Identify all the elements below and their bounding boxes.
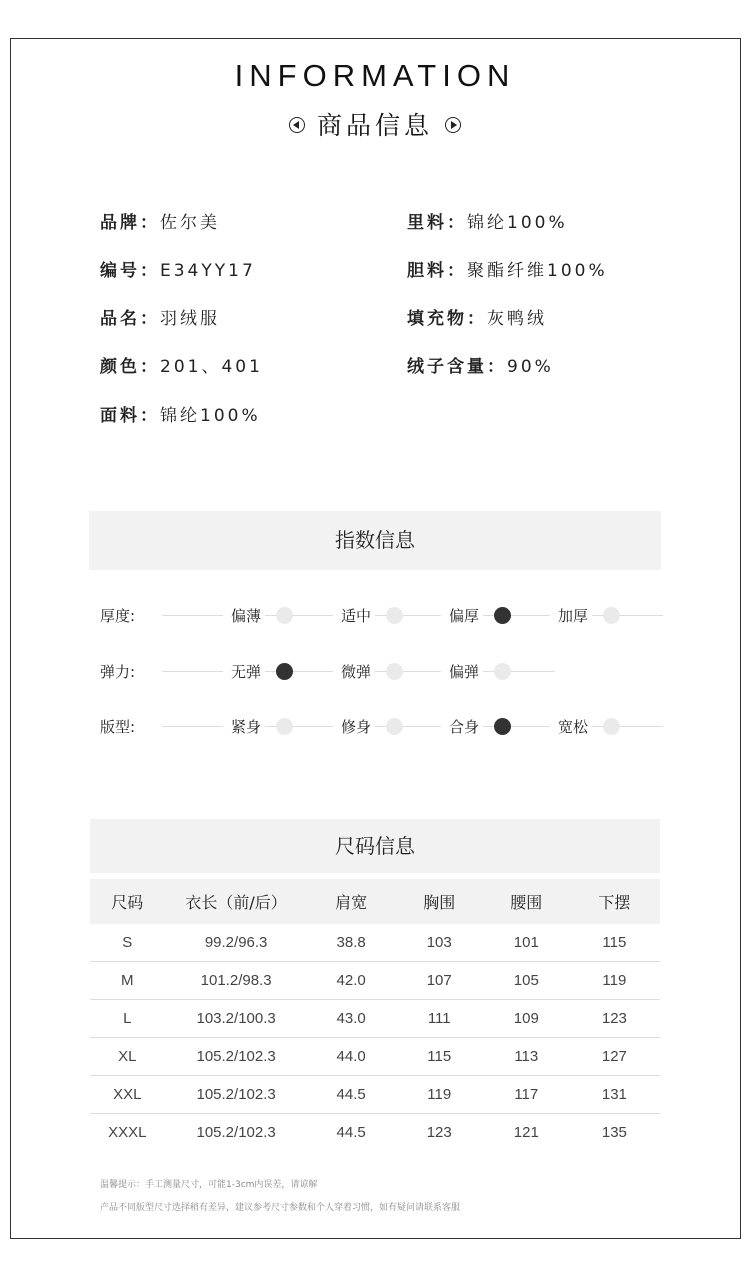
unselected-dot-icon [386,663,403,680]
attribute-name [100,304,220,329]
index-option-label: 宽松 [558,718,589,736]
attribute-brand [100,208,220,233]
table-cell: 105 [484,962,569,1000]
attribute-value: 90% [507,357,554,377]
unselected-dot-icon [386,607,403,624]
attribute-value: 锦纶100% [467,213,568,233]
selected-dot-icon [494,718,511,735]
table-cell: 43.0 [308,1000,395,1038]
table-row [90,1076,660,1114]
attribute-value: 锦纶100% [160,406,261,426]
table-cell: 111 [395,1000,484,1038]
note-fit: 产品不同版型尺寸选择稍有差异，建议参考尺寸参数和个人穿着习惯，如有疑问请联系客服 [100,1203,461,1213]
index-option-label: 修身 [341,718,372,736]
attribute-label: 颜色： [100,357,160,377]
size-table-header-row [90,879,660,924]
table-cell: 101 [484,924,569,962]
table-row [90,1038,660,1076]
attribute-value: 佐尔美 [160,213,220,233]
attribute-label: 品名： [100,309,160,329]
table-cell: XXL [90,1076,165,1114]
unselected-dot-icon [276,607,293,624]
table-cell: 44.5 [308,1076,395,1114]
column-header: 肩宽 [308,879,395,924]
attribute-lining [407,208,568,233]
index-option-label: 偏弹 [449,663,480,681]
chevron-left-icon [289,117,305,133]
size-section-header [90,819,660,873]
table-cell: 131 [569,1076,660,1114]
table-cell: 117 [484,1076,569,1114]
column-header: 胸围 [395,879,484,924]
attribute-label: 面料： [100,406,160,426]
attribute-value: 聚酯纤维100% [467,261,608,281]
size-table [90,879,660,1151]
table-cell: XXXL [108,1124,147,1141]
table-cell: 44.0 [308,1038,395,1076]
column-header: 尺码 [90,879,165,924]
chevron-right-icon [445,117,461,133]
index-option-label: 合身 [449,718,480,736]
attribute-color [100,352,263,377]
table-cell: 115 [569,924,660,962]
table-cell: 123 [569,1000,660,1038]
table-cell: 135 [601,1124,627,1141]
table-cell: 99.2/96.3 [165,924,308,962]
table-row [90,962,660,1000]
table-cell: 105.2/102.3 [165,1038,308,1076]
column-header: 腰围 [484,879,569,924]
unselected-dot-icon [276,718,293,735]
attribute-code [100,256,256,281]
page-subtitle [0,106,750,142]
column-header: 衣长（前/后） [165,879,308,924]
selected-dot-icon [494,607,511,624]
table-cell: XL [90,1038,165,1076]
attribute-value: 灰鸭绒 [487,309,547,329]
table-cell: M [90,962,165,1000]
table-cell: 44.5 [336,1124,366,1141]
table-cell: 38.8 [308,924,395,962]
attribute-fabric [100,401,261,426]
index-row-label: 厚度: [100,607,136,625]
table-row [90,924,660,962]
index-option-label: 微弹 [341,663,372,681]
table-cell: 127 [569,1038,660,1076]
attribute-label: 里料： [407,213,467,233]
table-cell: 115 [395,1038,484,1076]
index-section-header [89,511,661,570]
index-option-label: 无弹 [231,663,262,681]
attribute-value: 羽绒服 [160,309,220,329]
table-cell: 101.2/98.3 [165,962,308,1000]
unselected-dot-icon [603,607,620,624]
index-option-label: 加厚 [558,607,589,625]
table-row [90,1114,660,1152]
index-option-label: 适中 [341,607,372,625]
column-header: 下摆 [569,879,660,924]
table-cell: L [90,1000,165,1038]
index-row-label: 版型: [100,718,136,736]
table-cell: S [90,924,165,962]
index-option-label: 紧身 [231,718,262,736]
table-cell: 105.2/102.3 [165,1076,308,1114]
size-table-body [90,924,660,1151]
section-title: 指数信息 [335,528,415,552]
attribute-value: 201、401 [160,357,263,377]
unselected-dot-icon [386,718,403,735]
table-cell: 103 [395,924,484,962]
attribute-label: 胆料： [407,261,467,281]
attribute-label: 绒子含量： [407,357,507,377]
subtitle-text: 商品信息 [316,111,433,140]
table-cell: 109 [484,1000,569,1038]
table-cell: 119 [395,1076,484,1114]
table-cell: 42.0 [308,962,395,1000]
attribute-label: 填充物： [407,309,487,329]
unselected-dot-icon [603,718,620,735]
selected-dot-icon [276,663,293,680]
table-cell: 103.2/100.3 [165,1000,308,1038]
attribute-down-content [407,352,554,377]
table-cell: 113 [484,1038,569,1076]
table-cell: 105.2/102.3 [196,1124,276,1141]
index-row-label: 弹力: [100,663,136,681]
section-title: 尺码信息 [335,834,415,858]
table-cell: 107 [395,962,484,1000]
unselected-dot-icon [494,663,511,680]
table-row [90,1000,660,1038]
index-option-label: 偏薄 [231,607,262,625]
attribute-label: 品牌： [100,213,160,233]
table-cell: 121 [513,1124,539,1141]
index-option-label: 偏厚 [449,607,480,625]
attribute-value: E34YY17 [160,261,256,281]
page-title: INFORMATION [234,58,516,93]
attribute-label: 编号： [100,261,160,281]
attribute-filling [407,304,547,329]
table-cell: 119 [569,962,660,1000]
note-measure: 温馨提示：手工测量尺寸，可能1-3cm内误差，请谅解 [100,1180,318,1190]
table-cell: 123 [426,1124,452,1141]
attribute-inner [407,256,608,281]
